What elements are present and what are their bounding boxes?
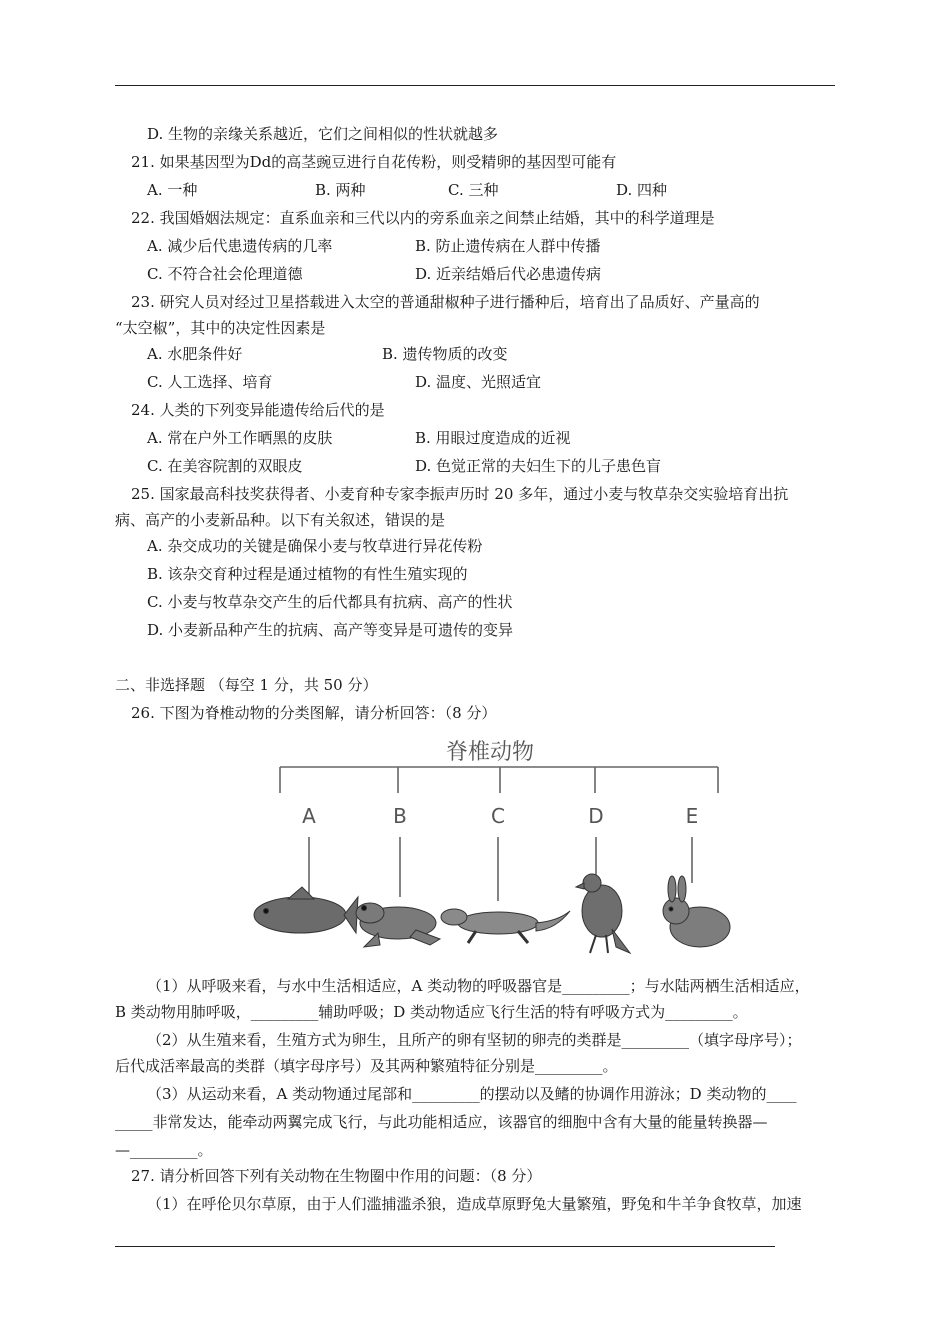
header-rule [115, 85, 835, 86]
frog-icon [356, 903, 440, 947]
q21-option-b: B. 两种 [315, 181, 366, 199]
q26-part1-line1: （1）从呼吸来看，与水中生活相适应，A 类动物的呼吸器官是_________；与水陆两栖生活相适应， [147, 977, 810, 995]
q21-option-a: A. 一种 [147, 181, 198, 199]
q26-part2-line1: （2）从生殖来看，生殖方式为卵生，且所产的卵有坚韧的卵壳的类群是_________（填字母序号）； [147, 1031, 802, 1049]
q26-part3-line2: _____非常发达，能牵动两翼完成飞行，与此功能相适应，该器官的细胞中含有大量的能量转换器— [115, 1113, 768, 1131]
q20-option-d: D. 生物的亲缘关系越近，它们之间相似的性状就越多 [147, 125, 499, 143]
q25-option-a: A. 杂交成功的关键是确保小麦与牧草进行异花传粉 [147, 537, 483, 555]
lizard-icon [441, 909, 570, 943]
fish-icon [254, 887, 358, 933]
q22-option-c: C. 不符合社会伦理道德 [147, 265, 303, 283]
q21-stem: 21. 如果基因型为Dd的高茎豌豆进行自花传粉，则受精卵的基因型可能有 [131, 153, 617, 171]
figure-label-a: A [302, 804, 316, 828]
figure-label-e: E [685, 804, 699, 828]
figure-label-c: C [491, 804, 505, 828]
q23-option-b: B. 遗传物质的改变 [382, 345, 508, 363]
q26-stem: 26. 下图为脊椎动物的分类图解，请分析回答：（8 分） [131, 704, 497, 722]
q22-option-a: A. 减少后代患遗传病的几率 [147, 237, 333, 255]
rabbit-icon [663, 876, 730, 947]
q24-option-a: A. 常在户外工作晒黑的皮肤 [147, 429, 333, 447]
q24-option-b: B. 用眼过度造成的近视 [415, 429, 571, 447]
q25-option-d: D. 小麦新品种产生的抗病、高产等变异是可遗传的变异 [147, 621, 514, 639]
q22-option-b: B. 防止遗传病在人群中传播 [415, 237, 601, 255]
figure-label-d: D [588, 804, 604, 828]
q25-stem-line1: 25. 国家最高科技奖获得者、小麦育种专家李振声历时 20 多年，通过小麦与牧草杂交实验培育出抗 [131, 485, 789, 503]
q27-part1-line1: （1）在呼伦贝尔草原，由于人们滥捕滥杀狼，造成草原野兔大量繁殖，野兔和牛羊争食牧草，加速 [147, 1195, 802, 1213]
q26-part3-line3: —_________。 [115, 1141, 213, 1159]
figure-title: 脊椎动物 [445, 740, 535, 765]
pigeon-icon [576, 874, 630, 953]
q23-option-a: A. 水肥条件好 [147, 345, 243, 363]
q23-option-c: C. 人工选择、培育 [147, 373, 273, 391]
q23-stem-line2: “太空椒”，其中的决定性因素是 [115, 319, 326, 337]
q25-option-c: C. 小麦与牧草杂交产生的后代都具有抗病、高产的性状 [147, 593, 513, 611]
q22-stem: 22. 我国婚姻法规定：直系血亲和三代以内的旁系血亲之间禁止结婚，其中的科学道理是 [131, 209, 715, 227]
q24-stem: 24. 人类的下列变异能遗传给后代的是 [131, 401, 385, 419]
vertebrate-classification-figure [240, 725, 740, 963]
q23-option-d: D. 温度、光照适宜 [415, 373, 542, 391]
section2-heading: 二、非选择题 （每空 1 分，共 50 分） [115, 676, 378, 694]
q26-part1-line2: B 类动物用肺呼吸，_________辅助呼吸；D 类动物适应飞行生活的特有呼吸方式为_________。 [115, 1003, 748, 1021]
q22-option-d: D. 近亲结婚后代必患遗传病 [415, 265, 602, 283]
q26-part2-line2: 后代成活率最高的类群（填字母序号）及其两种繁殖特征分别是_________。 [115, 1057, 618, 1075]
q23-stem-line1: 23. 研究人员对经过卫星搭载进入太空的普通甜椒种子进行播种后，培育出了品质好、产量高的 [131, 293, 760, 311]
footer-rule [115, 1246, 775, 1247]
figure-label-b: B [393, 804, 407, 828]
q26-part3-line1: （3）从运动来看，A 类动物通过尾部和_________的摆动以及鳍的协调作用游泳；D 类动物的____ [147, 1085, 797, 1103]
q24-option-c: C. 在美容院割的双眼皮 [147, 457, 303, 475]
q25-option-b: B. 该杂交育种过程是通过植物的有性生殖实现的 [147, 565, 468, 583]
q24-option-d: D. 色觉正常的夫妇生下的儿子患色盲 [415, 457, 662, 475]
q21-option-c: C. 三种 [448, 181, 499, 199]
q21-option-d: D. 四种 [616, 181, 668, 199]
q25-stem-line2: 病、高产的小麦新品种。以下有关叙述，错误的是 [115, 511, 446, 529]
q27-stem: 27. 请分析回答下列有关动物在生物圈中作用的问题：（8 分） [131, 1167, 542, 1185]
